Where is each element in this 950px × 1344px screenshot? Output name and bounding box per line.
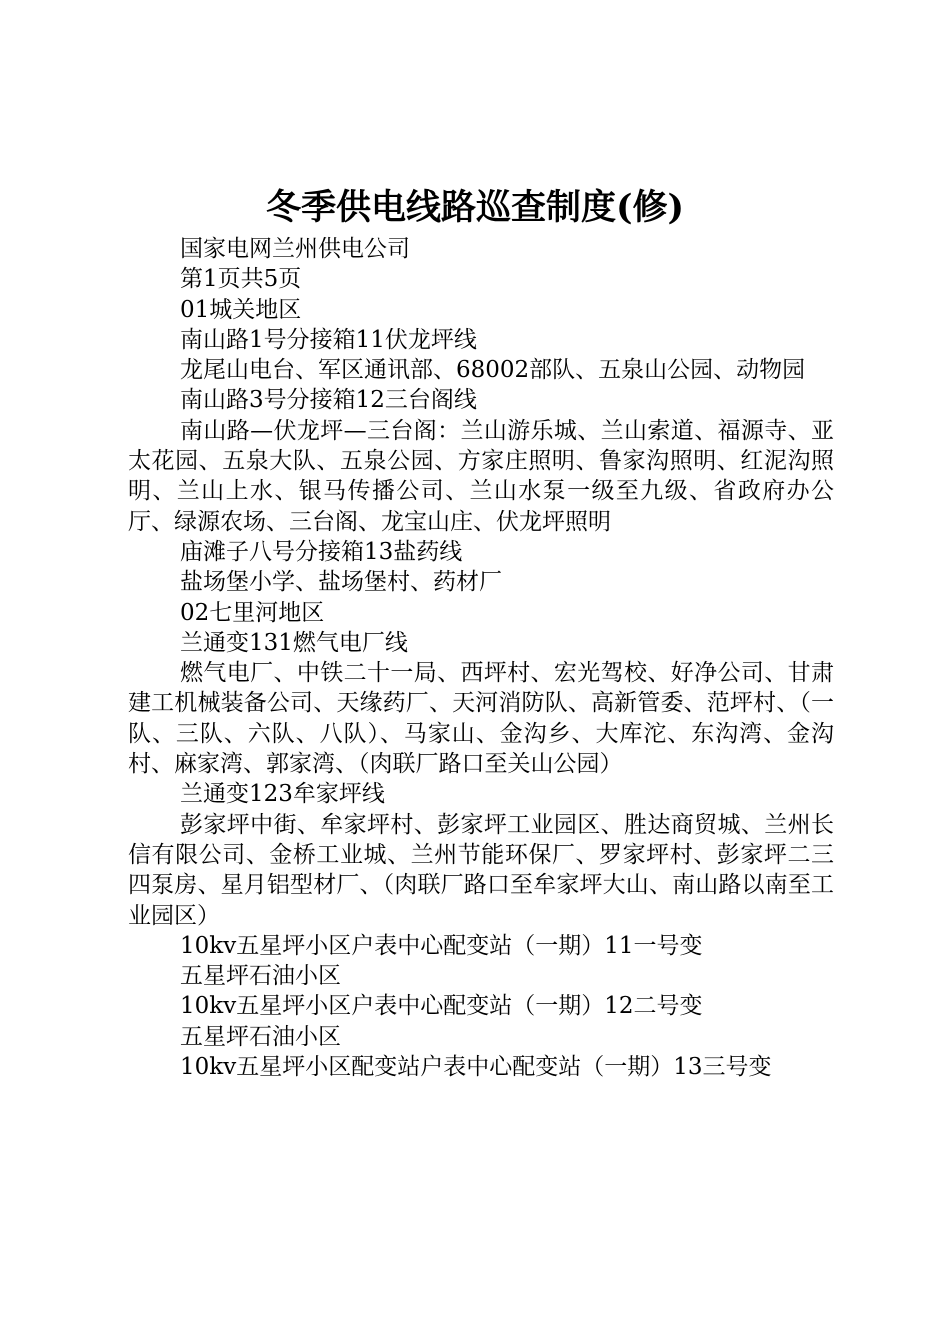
line-heading: 庙滩子八号分接箱13盐药线 [180,538,463,565]
line-coverage: 五星坪石油小区 [180,1023,341,1050]
line-heading: 南山路3号分接箱12三台阁线 [180,387,477,414]
line-heading: 10kv五星坪小区户表中心配变站（一期）11一号变 [180,932,703,959]
paragraph-page-number: 第1页共5页 [180,266,302,293]
paragraph-company: 国家电网兰州供电公司 [180,236,410,262]
section-heading-chengguan: 01城关地区 [180,296,302,323]
document-title: 冬季供电线路巡查制度(修) [265,187,685,228]
line-coverage: 龙尾山电台、军区通讯部、68002部队、五泉山公园、动物园 [180,357,806,384]
line-coverage: 彭家坪中街、牟家坪村、彭家坪工业园区、胜达商贸城、兰州长信有限公司、金桥工业城、兰州节能环保厂、罗家坪村、彭家坪二三四泵房、星月铝型材厂、（肉联厂路口至牟家坪大山、南山路以南至工业园区） [128,811,834,929]
line-heading: 兰通变123牟家坪线 [180,781,385,808]
line-heading: 10kv五星坪小区配变站户表中心配变站（一期）13三号变 [180,1054,772,1081]
section-heading-qilihe: 02七里河地区 [180,599,325,626]
line-coverage: 五星坪石油小区 [180,963,341,990]
document-body [128,234,834,1082]
line-coverage: 燃气电厂、中铁二十一局、西坪村、宏光驾校、好净公司、甘肃建工机械装备公司、天缘药厂、天河消防队、高新管委、范坪村、（一队、三队、六队、八队）、马家山、金沟乡、大库沱、东沟湾、金沟村、麻家湾、郭家湾、（肉联厂路口至关山公园） [128,660,834,778]
line-heading: 10kv五星坪小区户表中心配变站（一期）12二号变 [180,993,703,1020]
line-coverage: 盐场堡小学、盐场堡村、药材厂 [180,569,502,596]
line-heading: 兰通变131燃气电厂线 [180,629,408,656]
line-coverage: 南山路—伏龙坪—三台阁：兰山游乐城、兰山索道、福源寺、亚太花园、五泉大队、五泉公园、方家庄照明、鲁家沟照明、红泥沟照明、兰山上水、银马传播公司、兰山水泵一级至九级、省政府办公厅、绿源农场、三台阁、龙宝山庄、伏龙坪照明 [128,417,834,535]
line-heading: 南山路1号分接箱11伏龙坪线 [180,326,477,353]
